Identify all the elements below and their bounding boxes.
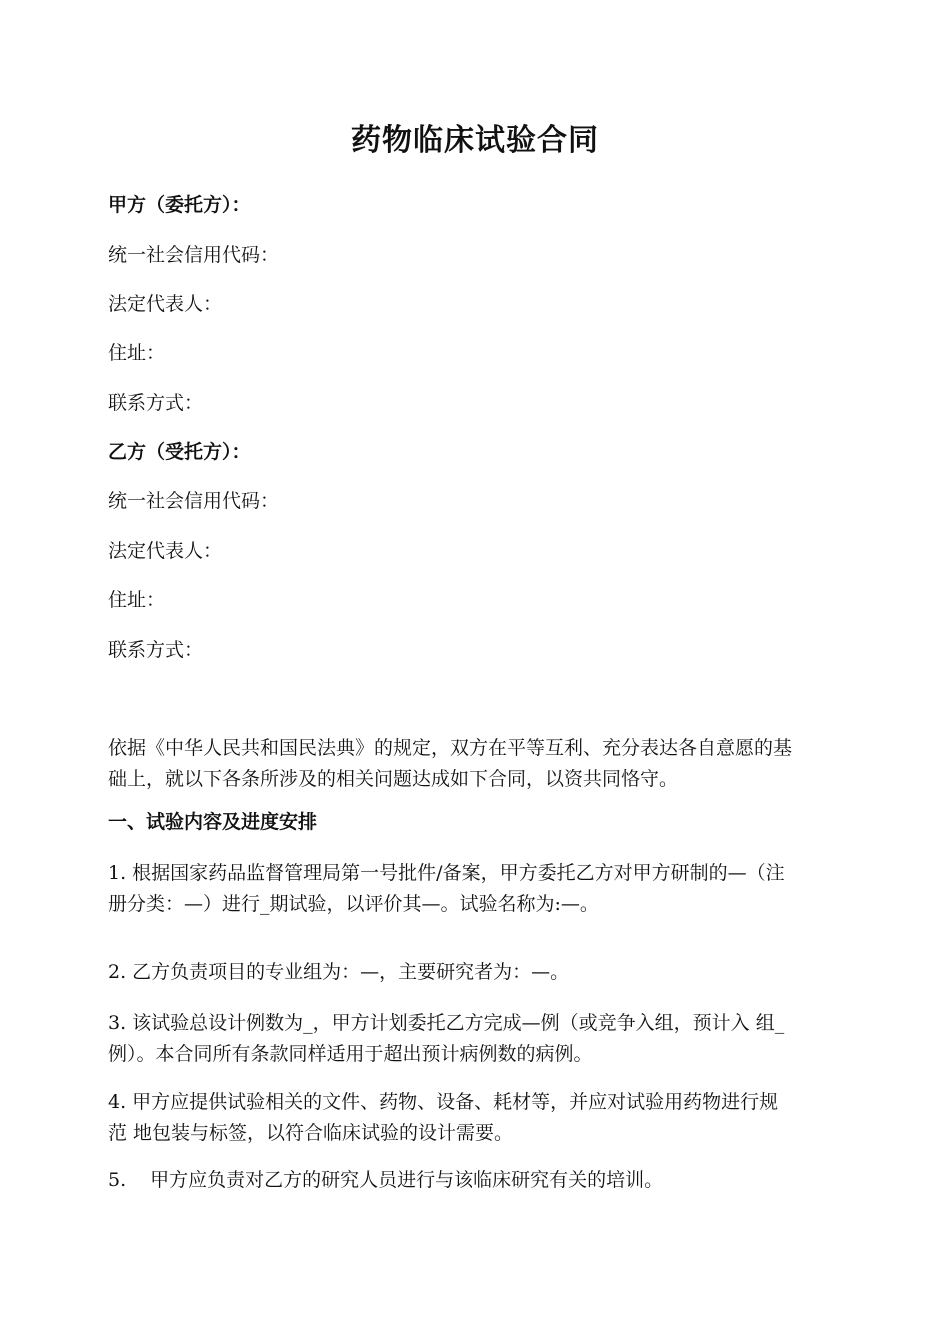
preamble-paragraph: [108, 733, 848, 795]
clause-line: 3. 该试验总设计例数为_，甲方计划委托乙方完成—例（或竞争入组，预计入 组_: [108, 1012, 785, 1034]
party-a-address: 住址：: [108, 342, 166, 364]
clause-line: 范 地包装与标签，以符合临床试验的设计需要。: [108, 1122, 514, 1144]
clause-3: [108, 1008, 848, 1070]
party-b-credit-code: 统一社会信用代码：: [108, 490, 280, 512]
clause-4: [108, 1087, 848, 1149]
clause-line: 4. 甲方应提供试验相关的文件、药物、设备、耗材等，并应对试验用药物进行规: [108, 1091, 779, 1113]
party-a-credit-code: 统一社会信用代码：: [108, 244, 280, 266]
preamble-line: 础上，就以下各条所涉及的相关问题达成如下合同，以资共同恪守。: [108, 768, 679, 790]
party-b-contact: 联系方式：: [108, 639, 204, 661]
preamble-line: 依据《中华人民共和国民法典》的规定，双方在平等互利、充分表达各自意愿的基: [108, 737, 793, 759]
party-a-legal-rep: 法定代表人：: [108, 293, 223, 315]
clause-2: 2. 乙方负责项目的专业组为：—，主要研究者为：—。: [108, 961, 570, 983]
clause-line: 册分类：—）进行_期试验，以评价其—。试验名称为:—。: [108, 893, 599, 915]
section-heading: 一、试验内容及进度安排: [108, 811, 318, 833]
clause-1: [108, 858, 848, 920]
clause-line: 例）。本合同所有条款同样适用于超出预计病例数的病例。: [108, 1043, 593, 1065]
party-b-heading: 乙方（受托方）：: [108, 441, 251, 463]
party-a-contact: 联系方式：: [108, 392, 204, 414]
clause-number: 5.: [108, 1169, 127, 1191]
party-a-heading: 甲方（委托方）：: [108, 194, 251, 216]
party-b-address: 住址：: [108, 589, 166, 611]
clause-line: 1. 根据国家药品监督管理局第一号批件/备案，甲方委托乙方对甲方研制的—（注: [108, 862, 785, 884]
clause-5: [108, 1166, 663, 1194]
document-title: 药物临床试验合同: [351, 123, 599, 158]
clause-text: 甲方应负责对乙方的研究人员进行与该临床研究有关的培训。: [150, 1169, 664, 1191]
party-b-legal-rep: 法定代表人：: [108, 540, 223, 562]
